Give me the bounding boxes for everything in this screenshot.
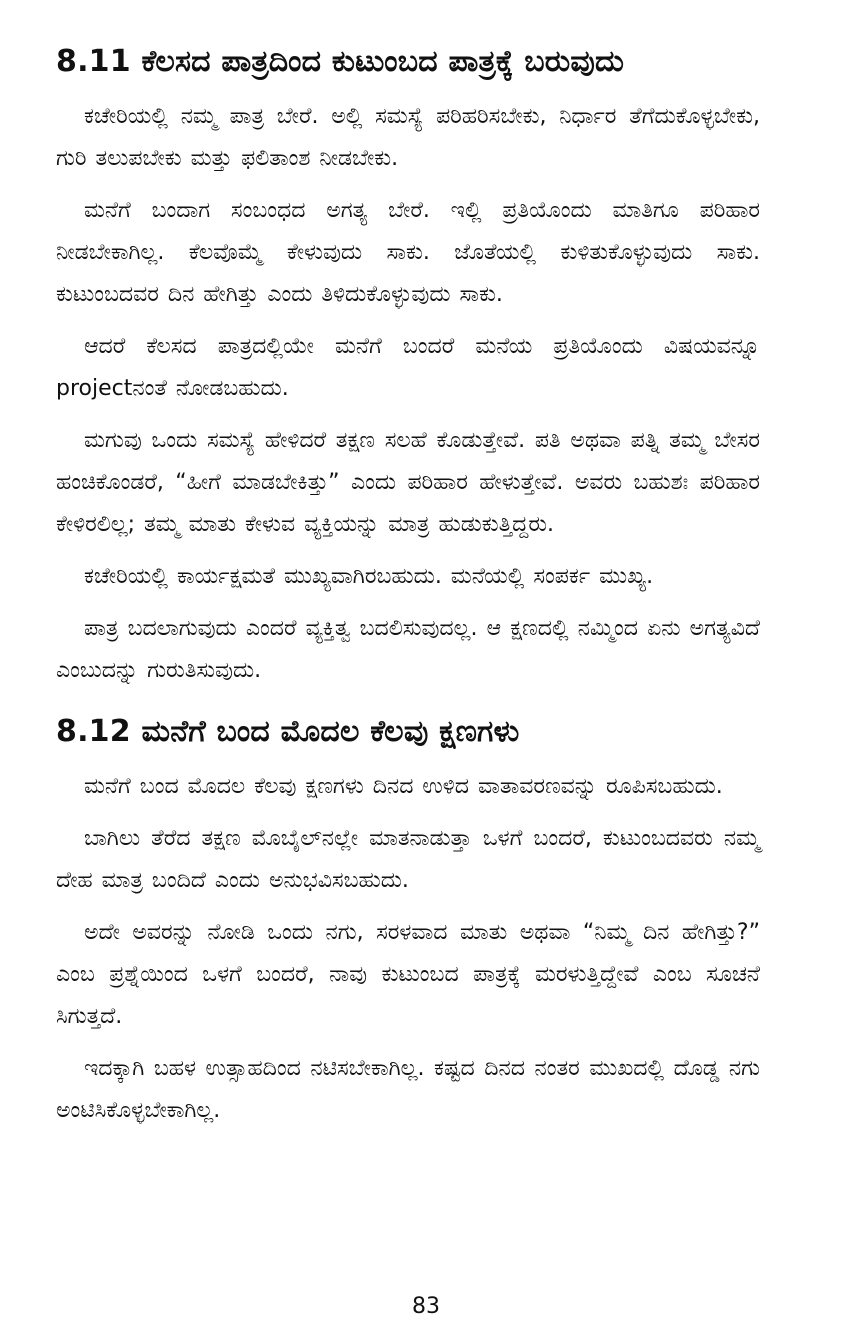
paragraph: ಇದಕ್ಕಾಗಿ ಬಹಳ ಉತ್ಸಾಹದಿಂದ ನಟಿಸಬೇಕಾಗಿಲ್ಲ. ಕಷ್ಟದ ದಿನದ ನಂತರ ಮುಖದಲ್ಲಿ ದೊಡ್ಡ ನಗು ಅಂಟಿಸಿಕೊಳ್ಳಬೇಕಾಗಿಲ್ಲ. — [56, 1056, 760, 1123]
section-title-8-11: 8.11 ಕೆಲಸದ ಪಾತ್ರದಿಂದ ಕುಟುಂಬದ ಪಾತ್ರಕ್ಕೆ ಬರುವುದು — [56, 44, 625, 79]
paragraph: ಮನೆಗೆ ಬಂದಾಗ ಸಂಬಂಧದ ಅಗತ್ಯ ಬೇರೆ. ಇಲ್ಲಿ ಪ್ರತಿಯೊಂದು ಮಾತಿಗೂ ಪರಿಹಾರ ನೀಡಬೇಕಾಗಿಲ್ಲ. ಕೆಲವೊಮ್ಮೆ ಕೇಳುವುದು ಸಾಕು. ಜೊತೆಯಲ್ಲಿ ಕುಳಿತುಕೊಳ್ಳುವುದು ಸಾಕು. ಕುಟುಂಬದವರ ದಿನ ಹೇಗಿತ್ತು ಎಂದು ತಿಳಿದುಕೊಳ್ಳುವುದು ಸಾಕು. — [56, 198, 760, 307]
paragraph: ಪಾತ್ರ ಬದಲಾಗುವುದು ಎಂದರೆ ವ್ಯಕ್ತಿತ್ವ ಬದಲಿಸುವುದಲ್ಲ. ಆ ಕ್ಷಣದಲ್ಲಿ ನಮ್ಮಿಂದ ಏನು ಅಗತ್ಯವಿದೆ ಎಂಬುದನ್ನು ಗುರುತಿಸುವುದು. — [56, 616, 760, 683]
page-number: 83 — [412, 1294, 440, 1319]
paragraph: ಕಚೇರಿಯಲ್ಲಿ ನಮ್ಮ ಪಾತ್ರ ಬೇರೆ. ಅಲ್ಲಿ ಸಮಸ್ಯೆ ಪರಿಹರಿಸಬೇಕು, ನಿರ್ಧಾರ ತೆಗೆದುಕೊಳ್ಳಬೇಕು, ಗುರಿ ತಲುಪಬೇಕು ಮತ್ತು ಫಲಿತಾಂಶ ನೀಡಬೇಕು. — [56, 104, 760, 171]
paragraph: ಆದರೆ ಕೆಲಸದ ಪಾತ್ರದಲ್ಲಿಯೇ ಮನೆಗೆ ಬಂದರೆ ಮನೆಯ ಪ್ರತಿಯೊಂದು ವಿಷಯವನ್ನೂ projectನಂತೆ ನೋಡಬಹುದು. — [56, 334, 760, 401]
paragraph: ಬಾಗಿಲು ತೆರೆದ ತಕ್ಷಣ ಮೊಬೈಲ್‌ನಲ್ಲೇ ಮಾತನಾಡುತ್ತಾ ಒಳಗೆ ಬಂದರೆ, ಕುಟುಂಬದವರು ನಮ್ಮ ದೇಹ ಮಾತ್ರ ಬಂದಿದೆ ಎಂದು ಅನುಭವಿಸಬಹುದು. — [56, 826, 760, 893]
paragraph: ಕಚೇರಿಯಲ್ಲಿ ಕಾರ್ಯಕ್ಷಮತೆ ಮುಖ್ಯವಾಗಿರಬಹುದು. ಮನೆಯಲ್ಲಿ ಸಂಪರ್ಕ ಮುಖ್ಯ. — [84, 564, 654, 589]
paragraph: ಅದೇ ಅವರನ್ನು ನೋಡಿ ಒಂದು ನಗು, ಸರಳವಾದ ಮಾತು ಅಥವಾ “ನಿಮ್ಮ ದಿನ ಹೇಗಿತ್ತು?” ಎಂಬ ಪ್ರಶ್ನೆಯಿಂದ ಒಳಗೆ ಬಂದರೆ, ನಾವು ಕುಟುಂಬದ ಪಾತ್ರಕ್ಕೆ ಮರಳುತ್ತಿದ್ದೇವೆ ಎಂಬ ಸೂಚನೆ ಸಿಗುತ್ತದೆ. — [56, 920, 760, 1029]
paragraph: ಮನೆಗೆ ಬಂದ ಮೊದಲ ಕೆಲವು ಕ್ಷಣಗಳು ದಿನದ ಉಳಿದ ವಾತಾವರಣವನ್ನು ರೂಪಿಸಬಹುದು. — [84, 774, 723, 799]
paragraph: ಮಗುವು ಒಂದು ಸಮಸ್ಯೆ ಹೇಳಿದರೆ ತಕ್ಷಣ ಸಲಹೆ ಕೊಡುತ್ತೇವೆ. ಪತಿ ಅಥವಾ ಪತ್ನಿ ತಮ್ಮ ಬೇಸರ ಹಂಚಿಕೊಂಡರೆ, “ಹೀಗೆ ಮಾಡಬೇಕಿತ್ತು” ಎಂದು ಪರಿಹಾರ ಹೇಳುತ್ತೇವೆ. ಅವರು ಬಹುಶಃ ಪರಿಹಾರ ಕೇಳಿರಲಿಲ್ಲ; ತಮ್ಮ ಮಾತು ಕೇಳುವ ವ್ಯಕ್ತಿಯನ್ನು ಮಾತ್ರ ಹುಡುಕುತ್ತಿದ್ದರು. — [56, 428, 760, 537]
page-content — [56, 40, 760, 1142]
section-title-8-12: 8.12 ಮನೆಗೆ ಬಂದ ಮೊದಲ ಕೆಲವು ಕ್ಷಣಗಳು — [56, 714, 520, 749]
